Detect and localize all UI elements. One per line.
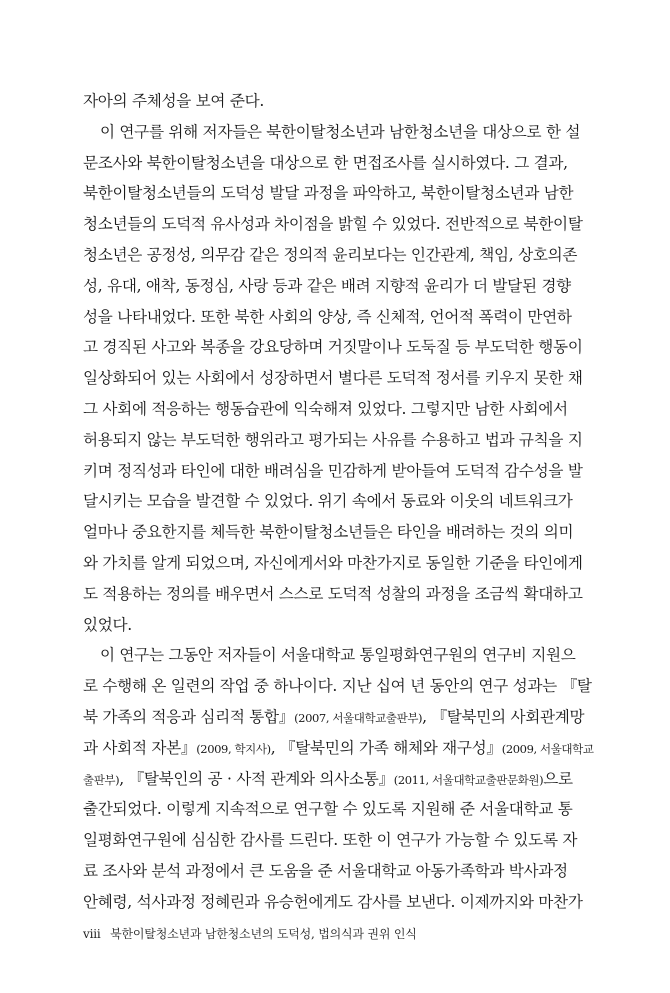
text-line: 청소년들의 도덕적 유사성과 차이점을 밝힐 수 있었다. 전반적으로 북한이탈 [83,215,583,234]
text-line: 달시키는 모습을 발견할 수 있었다. 위기 속에서 동료와 이웃의 네트워크가 [83,492,573,511]
book-title: , 『탈북민의 가족 해체와 재구성』 [270,738,502,757]
book-title: 과 사회적 자본』 [83,738,197,757]
text-line: 청소년은 공정성, 의무감 같은 정의적 윤리보다는 인간관계, 책임, 상호의존 [83,245,578,264]
page-footer [83,924,417,944]
text-line: 자아의 주체성을 보여 준다. [83,92,265,110]
citation-line [83,702,585,733]
text-line: 일평화연구원에 심심한 감사를 드린다. 또한 이 연구가 가능할 수 있도록 자 [83,831,578,850]
text-line: 허용되지 않는 부도덕한 행위라고 평가되는 사유를 수용하고 법과 규칙을 지 [83,430,583,449]
text-line: 도 적용하는 정의를 배우면서 스스로 도덕적 성찰의 과정을 조금씩 확대하고 [83,584,583,603]
text-line: 문조사와 북한이탈청소년을 대상으로 한 면접조사를 실시하였다. 그 결과, [83,153,568,172]
text-line: 출간되었다. 이렇게 지속적으로 연구할 수 있도록 지원해 준 서울대학교 통 [83,800,573,819]
publication-info: (2007, 서울대학교출판부) [294,710,423,725]
publication-info: (2011, 서울대학교출판문화원) [393,772,544,787]
text-line: 로 수행해 온 일련의 작업 중 하나이다. 지난 십여 년 동안의 연구 성과는 『탈 [83,677,592,696]
text-line: 성을 나타내었다. 또한 북한 사회의 양상, 즉 신체적, 언어적 폭력이 만연하 [83,307,572,326]
citation-line [83,764,573,795]
text-line: 이 연구는 그동안 저자들이 서울대학교 통일평화연구원의 연구비 지원으 [100,646,576,665]
citation-line [83,733,594,764]
body-text [83,86,594,918]
text-line: 고 경직된 사고와 복종을 강요당하며 거짓말이나 도둑질 등 부도덕한 행동이 [83,338,583,357]
book-title: 북 가족의 적응과 심리적 통합』 [83,707,295,726]
text-line: 그 사회에 적응하는 행동습관에 익숙해져 있었다. 그렇지만 남한 사회에서 [83,399,568,418]
publication-info: (2009, 서울대학교 [501,741,594,756]
text-line: 북한이탈청소년들의 도덕성 발달 과정을 파악하고, 북한이탈청소년과 남한 [83,184,574,203]
text-line: 성, 유대, 애착, 동정심, 사랑 등과 같은 배려 지향적 윤리가 더 발달된 경향 [83,276,571,295]
text-line: 이 연구를 위해 저자들은 북한이탈청소년과 남한청소년을 대상으로 한 설 [100,122,581,141]
text-line: 안혜령, 석사과정 정혜린과 유승헌에게도 감사를 보낸다. 이제까지와 마찬가 [83,892,583,911]
page-number: viii [83,927,101,941]
book-title: , 『탈북민의 사회관계망 [422,707,585,726]
text-line: 일상화되어 있는 사회에서 성장하면서 별다른 도덕적 정서를 키우지 못한 채 [83,369,583,388]
text-line: 있었다. [83,615,132,634]
publication-info: 출판부) [83,772,120,787]
running-title: 북한이탈청소년과 남한청소년의 도덕성, 법의식과 권위 인식 [110,927,417,941]
text-line: 얼마나 중요한지를 체득한 북한이탈청소년들은 타인을 배려하는 것의 의미 [83,523,574,542]
text-line: 와 가치를 알게 되었으며, 자신에게서와 마찬가지로 동일한 기준을 타인에게 [83,553,583,572]
book-title: , 『탈북인의 공 · 사적 관계와 의사소통』 [119,769,394,788]
text-line: 료 조사와 분석 과정에서 큰 도움을 준 서울대학교 아동가족학과 박사과정 [83,861,568,880]
text-line: 키며 정직성과 타인에 대한 배려심을 민감하게 받아들여 도덕적 감수성을 발 [83,461,583,480]
text-fragment: 으로 [543,769,573,788]
publication-info: (2009, 학지사) [196,741,271,756]
